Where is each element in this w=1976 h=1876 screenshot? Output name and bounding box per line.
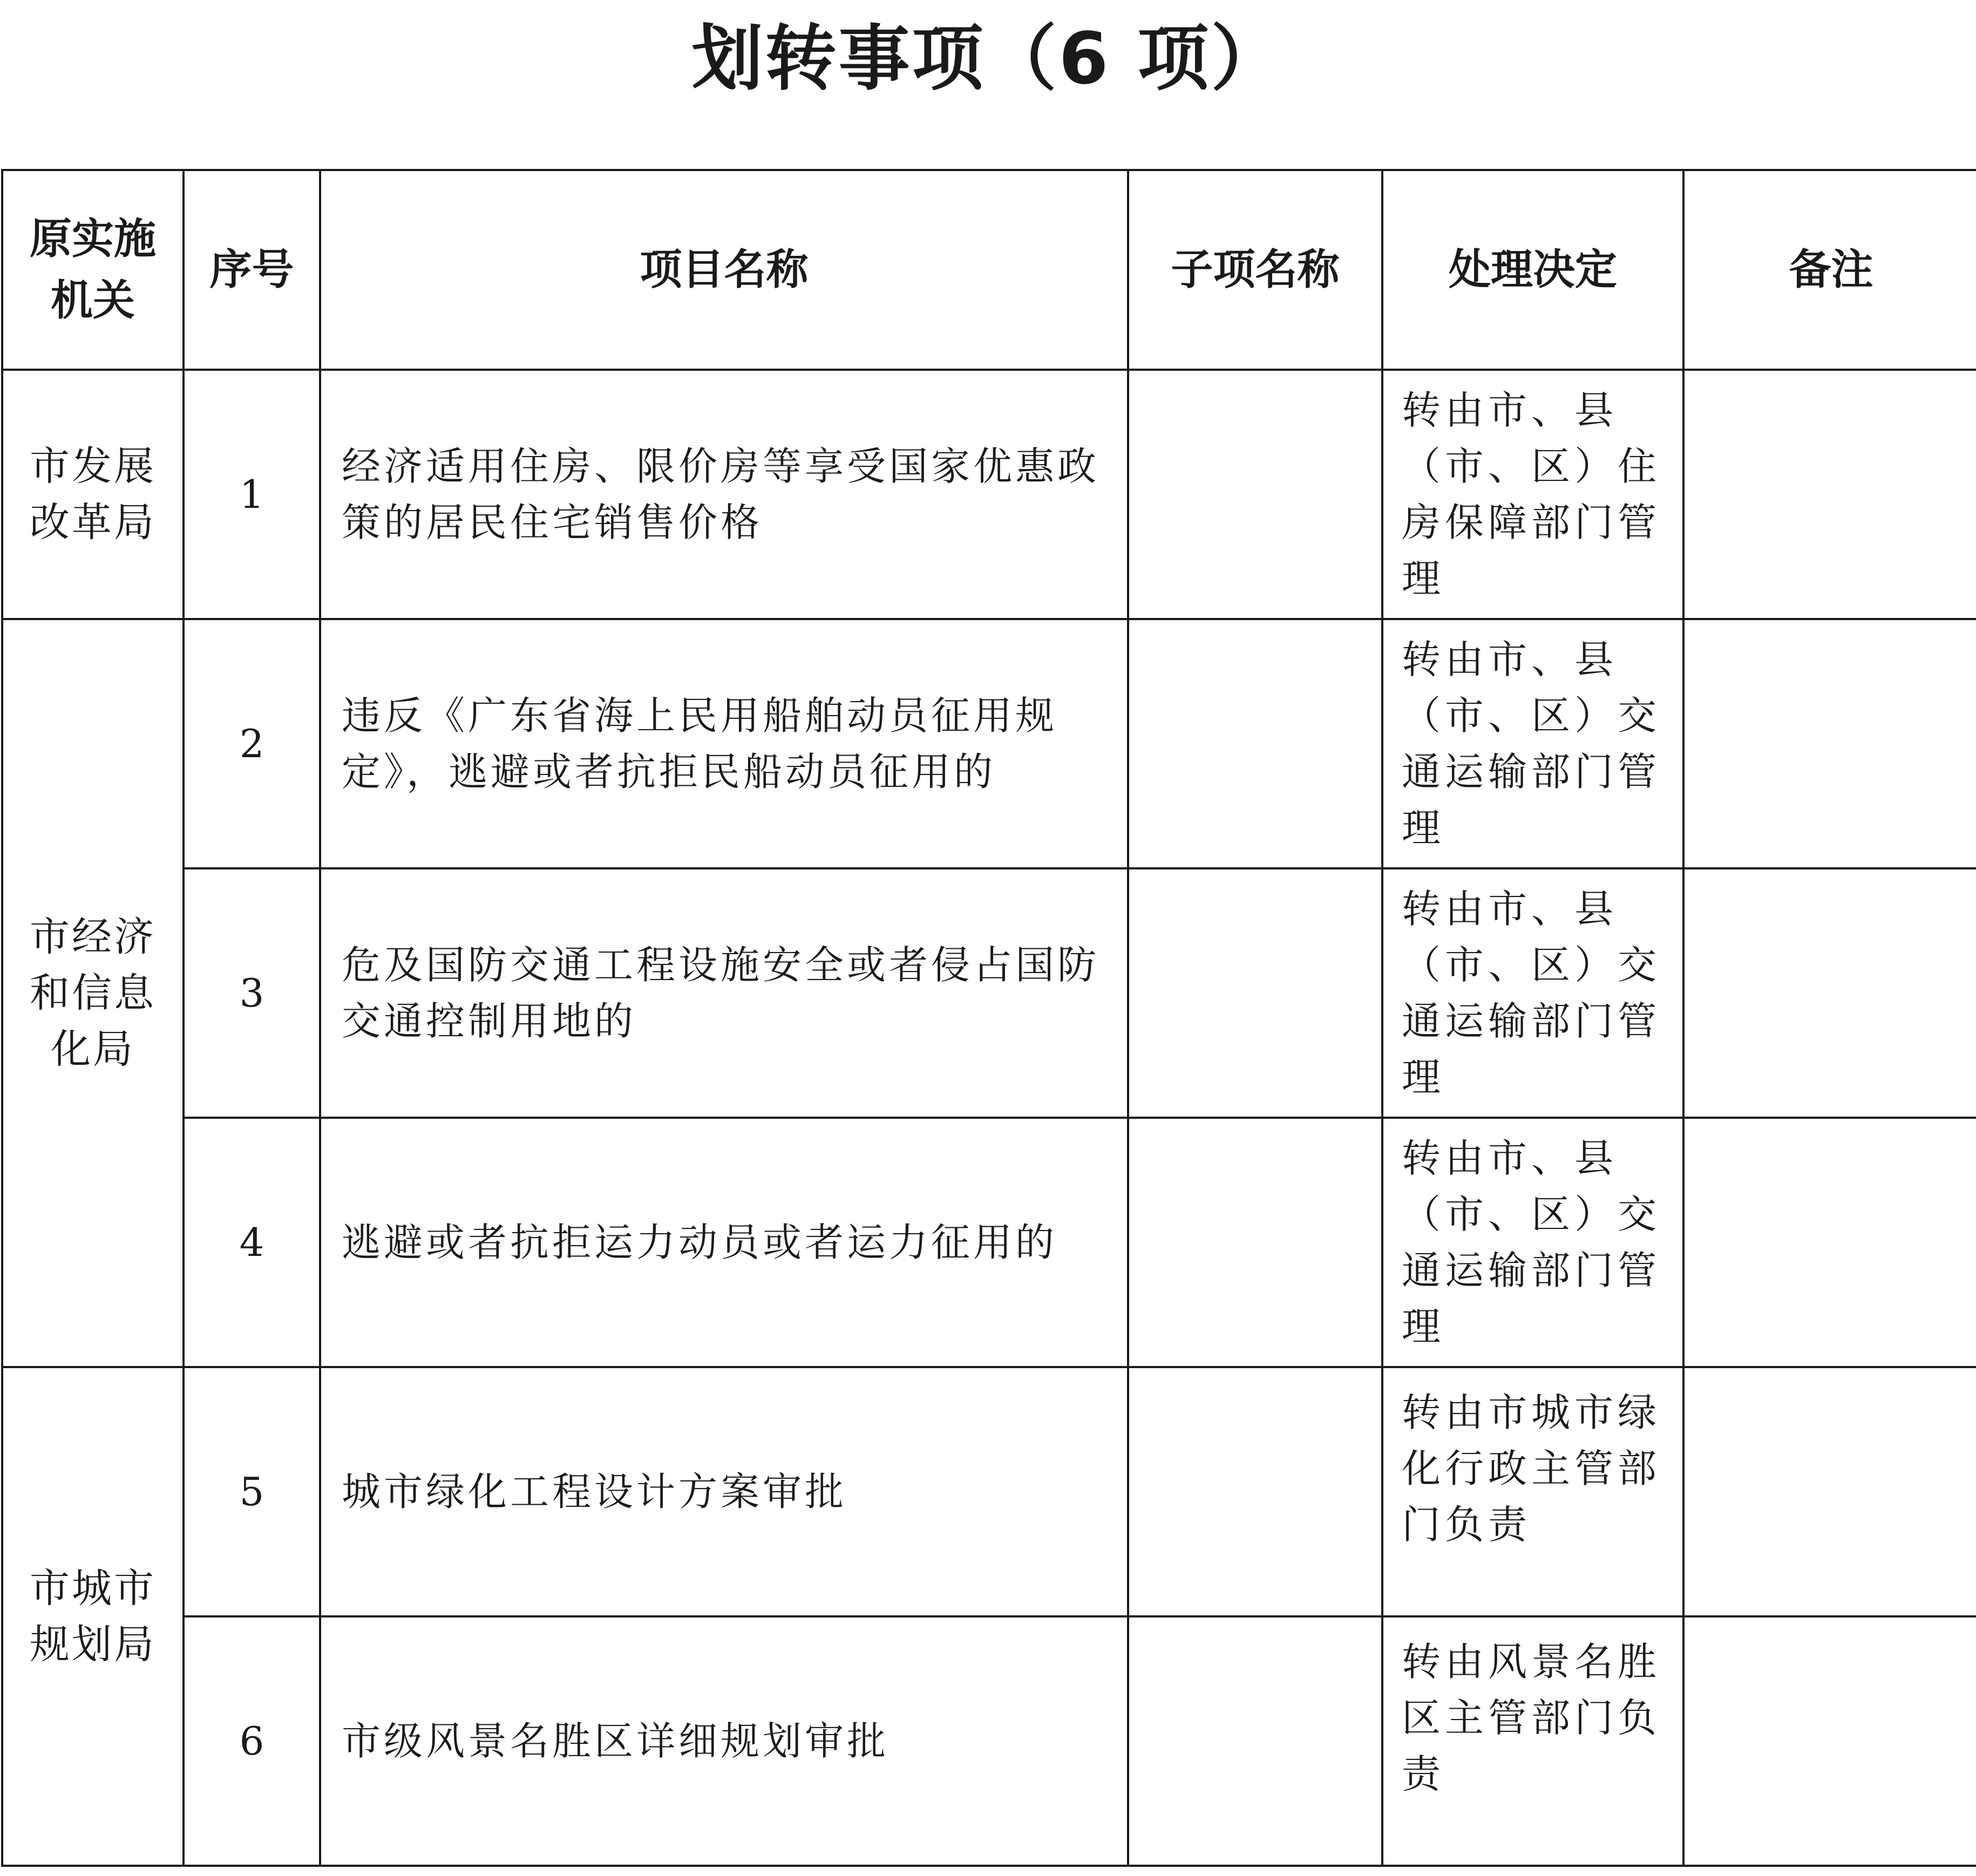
header-remark: 备注 [1683, 170, 1976, 370]
table-row [2, 1118, 1976, 1367]
agency-cell [2, 370, 184, 619]
item-name-cell: 违反《广东省海上民用船舶动员征用规定》，逃避或者抗拒民船动员征用的 [320, 619, 1128, 868]
seq-cell: 5 [184, 1367, 320, 1616]
sub-item-cell [1128, 868, 1382, 1118]
remark-cell [1683, 1367, 1976, 1616]
table-row [2, 1367, 1976, 1616]
remark-cell [1683, 868, 1976, 1118]
header-decision: 处理决定 [1382, 170, 1683, 370]
header-sub-item: 子项名称 [1128, 170, 1382, 370]
agency-label: 市经济和信息化局 [30, 914, 156, 1072]
header-agency: 原实施机关 [2, 170, 184, 370]
seq-cell: 6 [184, 1616, 320, 1866]
remark-cell [1683, 370, 1976, 619]
table-row [2, 868, 1976, 1118]
seq-cell: 2 [184, 619, 320, 868]
item-name-cell: 市级风景名胜区详细规划审批 [320, 1616, 1128, 1866]
seq-cell: 4 [184, 1118, 320, 1367]
remark-cell [1683, 1118, 1976, 1367]
sub-item-cell [1128, 619, 1382, 868]
item-name-cell: 逃避或者抗拒运力动员或者运力征用的 [320, 1118, 1128, 1367]
sub-item-cell [1128, 1616, 1382, 1866]
sub-item-cell [1128, 1118, 1382, 1367]
table-row [2, 370, 1976, 619]
remark-cell [1683, 1616, 1976, 1866]
header-row [2, 170, 1976, 370]
agency-label: 市发展改革局 [30, 443, 156, 546]
sub-item-cell [1128, 370, 1382, 619]
item-name-cell: 城市绿化工程设计方案审批 [320, 1367, 1128, 1616]
item-name-cell: 经济适用住房、限价房等享受国家优惠政策的居民住宅销售价格 [320, 370, 1128, 619]
decision-cell: 转由市城市绿化行政主管部门负责 [1382, 1367, 1683, 1616]
decision-cell: 转由市、县（市、区）交通运输部门管理 [1382, 619, 1683, 868]
decision-cell: 转由市、县（市、区）交通运输部门管理 [1382, 868, 1683, 1118]
agency-cell [2, 619, 184, 1367]
seq-cell: 1 [184, 370, 320, 619]
table-row [2, 1616, 1976, 1866]
agency-cell [2, 1367, 184, 1866]
header-seq: 序号 [184, 170, 320, 370]
page-title: 划转事项（6 项） [691, 17, 1285, 100]
header-item-name: 项目名称 [320, 170, 1128, 370]
transfer-items-table [1, 169, 1976, 1867]
decision-cell: 转由风景名胜区主管部门负责 [1382, 1616, 1683, 1866]
agency-label: 市城市规划局 [30, 1565, 156, 1668]
remark-cell [1683, 619, 1976, 868]
sub-item-cell [1128, 1367, 1382, 1616]
seq-cell: 3 [184, 868, 320, 1118]
table-row [2, 619, 1976, 868]
item-name-cell: 危及国防交通工程设施安全或者侵占国防交通控制用地的 [320, 868, 1128, 1118]
decision-cell: 转由市、县（市、区）住房保障部门管理 [1382, 370, 1683, 619]
decision-cell: 转由市、县（市、区）交通运输部门管理 [1382, 1118, 1683, 1367]
